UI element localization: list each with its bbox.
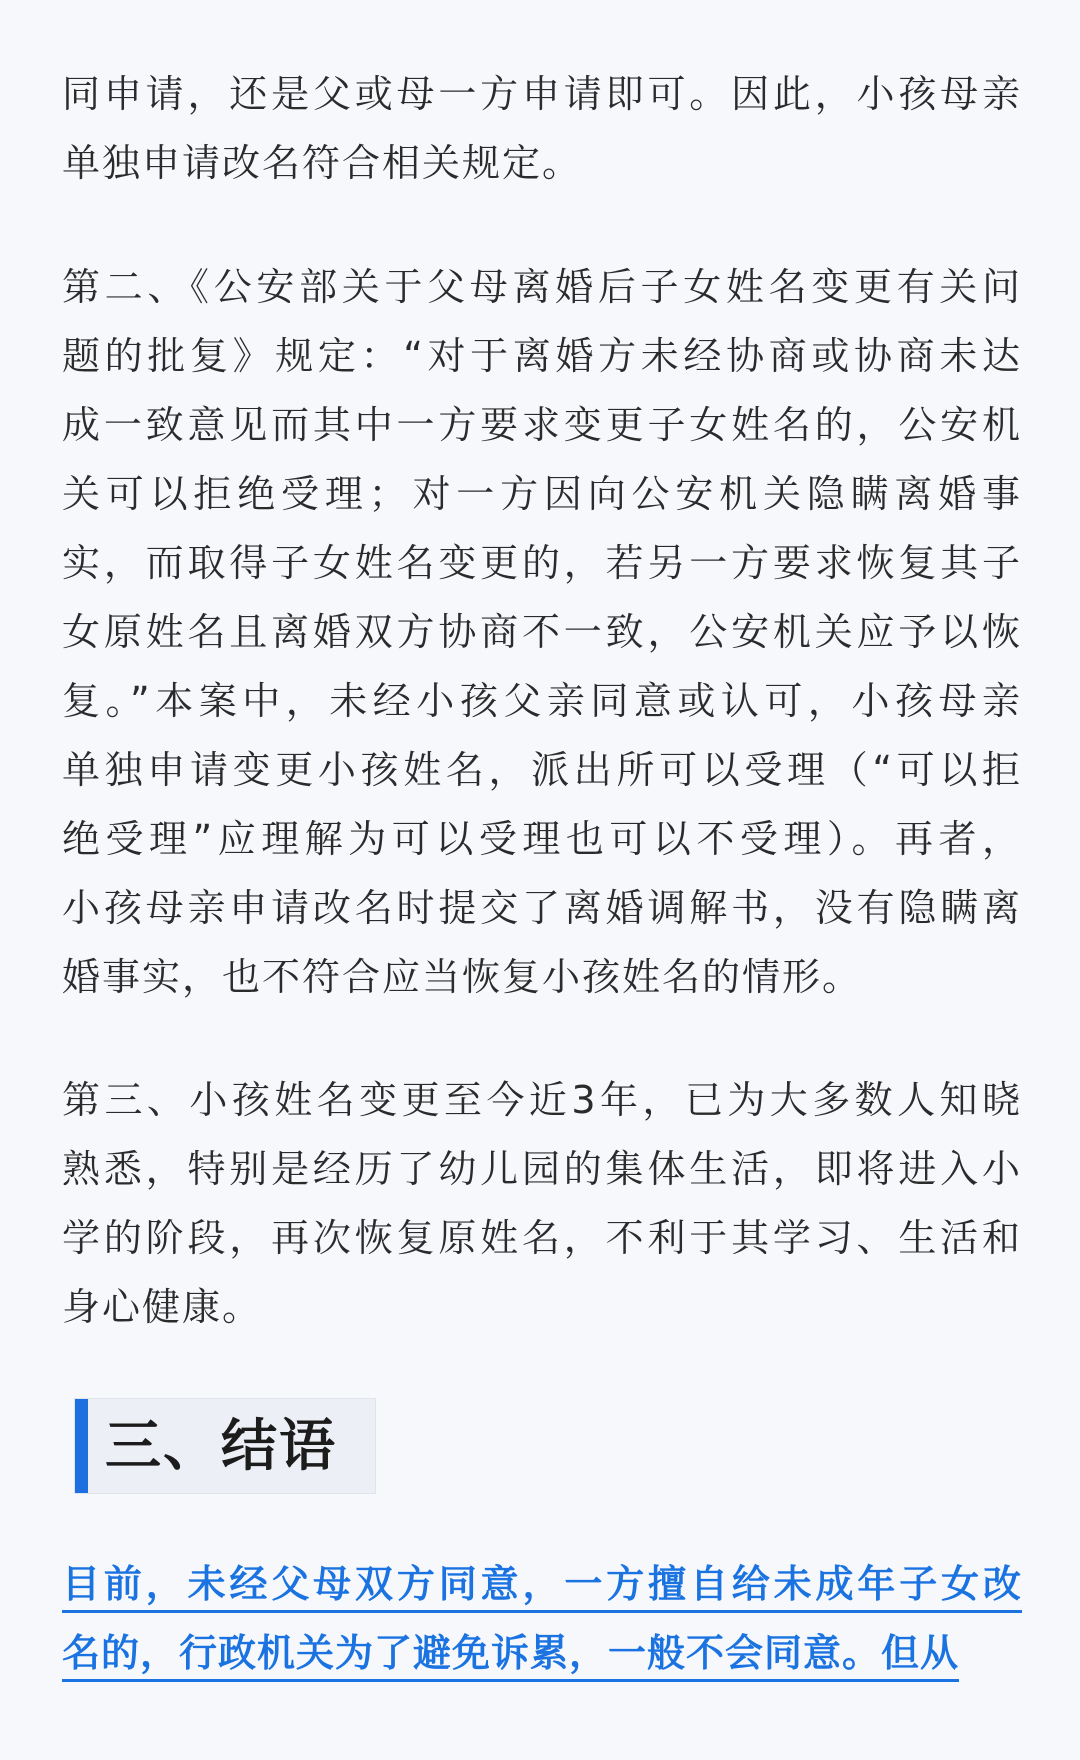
text-line: 绝受理”应理解为可以受理也可以不受理）。再者， — [62, 817, 1022, 861]
text-line: 女原姓名且离婚双方协商不一致，公安机关应予以恢 — [62, 610, 1022, 654]
text-line: 学的阶段，再次恢复原姓名，不利于其学习、生活和 — [62, 1216, 1022, 1260]
text-line: 熟悉，特别是经历了幼儿园的集体生活，即将进入小 — [62, 1147, 1022, 1191]
underlined-text: 目前，未经父母双方同意，一方擅自给未成年子女改 — [62, 1562, 1022, 1613]
text-line: 关可以拒绝受理；对一方因向公安机关隐瞒离婚事 — [62, 472, 1022, 516]
highlighted-text-line — [62, 1549, 1022, 1619]
text-line: 同申请，还是父或母一方申请即可。因此，小孩母亲 — [62, 72, 1022, 116]
text-line: 身心健康。 — [62, 1285, 263, 1329]
text-line: 题的批复》规定：“对于离婚方未经协商或协商未达 — [62, 334, 1022, 378]
section-heading-title: 三、结语 — [105, 1414, 337, 1479]
paragraph-conclusion — [62, 1549, 1022, 1688]
text-line: 第二、《公安部关于父母离婚后子女姓名变更有关问 — [62, 265, 1022, 309]
text-line: 婚事实，也不符合应当恢复小孩姓名的情形。 — [62, 955, 863, 999]
paragraph-continued — [62, 60, 1022, 198]
text-line: 单独申请变更小孩姓名，派出所可以受理（“可以拒 — [62, 748, 1022, 792]
text-line: 单独申请改名符合相关规定。 — [62, 141, 583, 185]
text-line: 实，而取得子女姓名变更的，若另一方要求恢复其子 — [62, 541, 1022, 585]
underlined-text: 名的，行政机关为了避免诉累，一般不会同意。但从 — [62, 1631, 959, 1682]
highlighted-text-line — [62, 1619, 1022, 1688]
text-line: 复。”本案中，未经小孩父亲同意或认可，小孩母亲 — [62, 679, 1022, 723]
text-line: 成一致意见而其中一方要求变更子女姓名的，公安机 — [62, 403, 1022, 447]
paragraph-third-point — [62, 1066, 1022, 1342]
text-line: 第三、小孩姓名变更至今近3年，已为大多数人知晓 — [62, 1078, 1022, 1122]
heading-accent-bar — [75, 1399, 88, 1493]
paragraph-second-point — [62, 253, 1022, 1012]
section-heading — [74, 1398, 376, 1494]
text-line: 小孩母亲申请改名时提交了离婚调解书，没有隐瞒离 — [62, 886, 1022, 930]
